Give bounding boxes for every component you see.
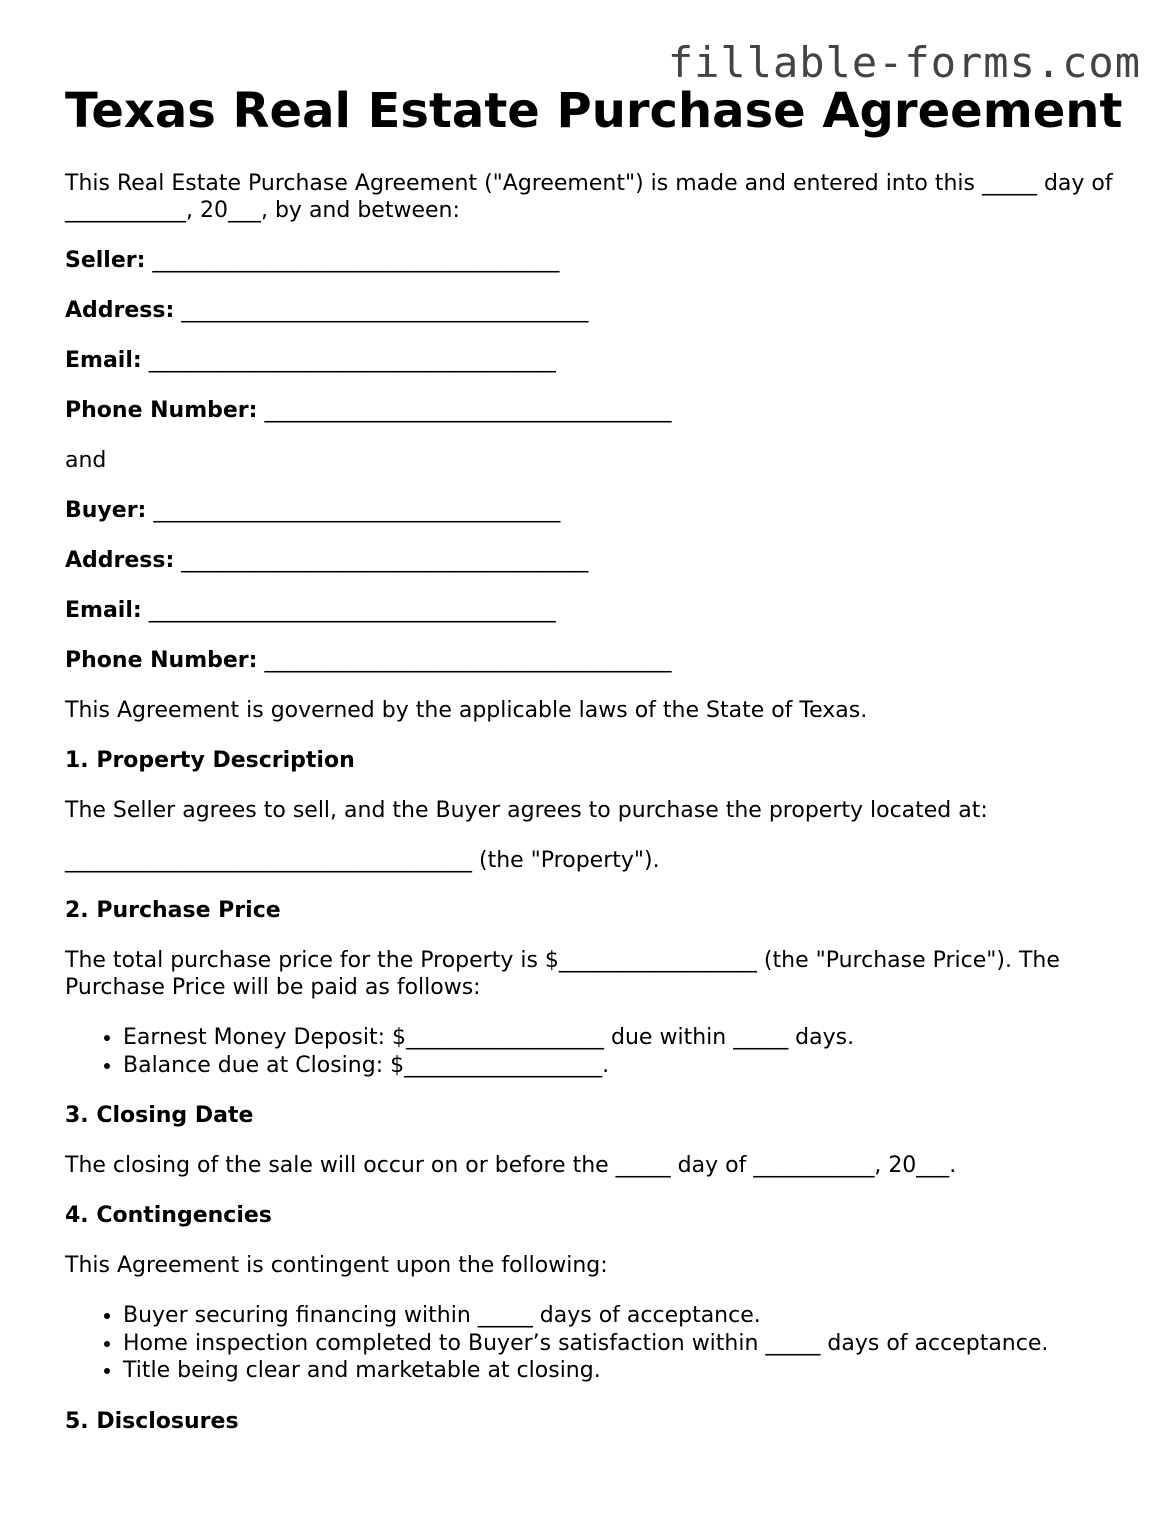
buyer-name-field[interactable]: _____________________________________ <box>153 498 561 523</box>
buyer-address-label: Address: <box>65 548 175 573</box>
section-3-text: The closing of the sale will occur on or before the _____ day of ___________, 20___. <box>65 1153 957 1178</box>
payment-list <box>65 1024 1125 1079</box>
contingency-list <box>65 1302 1125 1385</box>
seller-phone-line <box>65 397 1125 424</box>
seller-name-field[interactable]: _____________________________________ <box>152 248 560 273</box>
section-2-text: The total purchase price for the Property is $__________________ (the "Purchase Price"). The Purchase Price will be paid as follows: <box>65 948 1060 1000</box>
seller-address-line <box>65 297 1125 324</box>
intro-paragraph: This Real Estate Purchase Agreement ("Agreement") is made and entered into this _____ day of ___________, 20___, by and between: <box>65 171 1113 223</box>
section-3-heading: 3. Closing Date <box>65 1103 254 1128</box>
seller-phone-field[interactable]: _____________________________________ <box>264 398 672 423</box>
buyer-phone-field[interactable]: _____________________________________ <box>264 648 672 673</box>
section-4-heading: 4. Contingencies <box>65 1203 272 1228</box>
seller-address-label: Address: <box>65 298 175 323</box>
seller-address-field[interactable]: _____________________________________ <box>181 298 589 323</box>
buyer-name-line <box>65 497 1125 524</box>
buyer-email-label: Email: <box>65 598 142 623</box>
buyer-phone-line <box>65 647 1125 674</box>
section-1-text: The Seller agrees to sell, and the Buyer agrees to purchase the property located at: <box>65 798 988 823</box>
buyer-email-field[interactable]: _____________________________________ <box>148 598 556 623</box>
list-item: • Earnest Money Deposit: $__________________ due within _____ days. <box>123 1024 1125 1052</box>
section-5-heading: 5. Disclosures <box>65 1408 239 1434</box>
buyer-name-label: Buyer: <box>65 498 147 523</box>
governing-law-text: This Agreement is governed by the applicable laws of the State of Texas. <box>65 698 868 723</box>
section-2-heading: 2. Purchase Price <box>65 898 281 923</box>
document-title: Texas Real Estate Purchase Agreement <box>65 83 1123 139</box>
and-text: and <box>65 448 107 473</box>
document-page <box>65 80 1125 1435</box>
seller-email-field[interactable]: _____________________________________ <box>148 348 556 373</box>
property-address-line[interactable]: _____________________________________ (the "Property"). <box>65 848 660 873</box>
buyer-phone-label: Phone Number: <box>65 648 258 673</box>
seller-phone-label: Phone Number: <box>65 398 258 423</box>
buyer-address-field[interactable]: _____________________________________ <box>181 548 589 573</box>
watermark: fillable-forms.com <box>667 38 1141 87</box>
seller-name-label: Seller: <box>65 248 146 273</box>
list-item: • Balance due at Closing: $__________________. <box>123 1052 1125 1080</box>
list-item: • Home inspection completed to Buyer’s satisfaction within _____ days of acceptance. <box>123 1330 1125 1358</box>
seller-email-line <box>65 347 1125 374</box>
seller-email-label: Email: <box>65 348 142 373</box>
buyer-address-line <box>65 547 1125 574</box>
list-item: • Title being clear and marketable at closing. <box>123 1357 1125 1385</box>
buyer-email-line <box>65 597 1125 624</box>
list-item: • Buyer securing financing within _____ days of acceptance. <box>123 1302 1125 1330</box>
seller-name-line <box>65 247 1125 274</box>
section-1-heading: 1. Property Description <box>65 748 355 773</box>
section-4-text: This Agreement is contingent upon the following: <box>65 1253 608 1278</box>
